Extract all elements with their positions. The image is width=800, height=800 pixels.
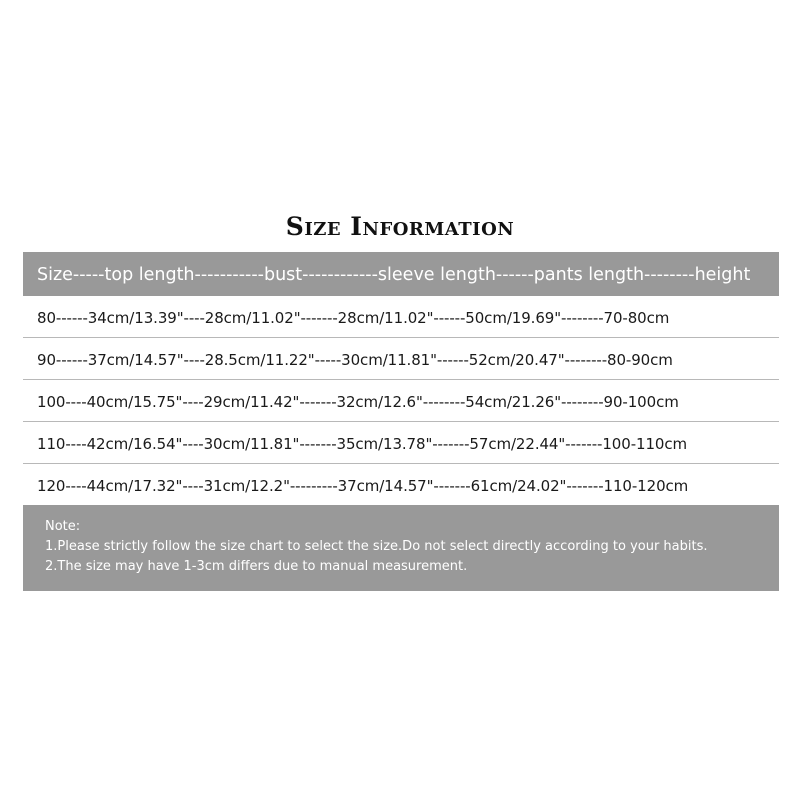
note-line-2: 2.The size may have 1-3cm differs due to manual measurement. bbox=[45, 559, 468, 574]
size-row-110: 110----42cm/16.54"----30cm/11.81"-------35cm/13.78"-------57cm/22.44"-------100-110cm bbox=[23, 422, 779, 464]
size-row-120: 120----44cm/17.32"----31cm/12.2"---------37cm/14.57"-------61cm/24.02"-------110-120cm bbox=[37, 477, 689, 495]
size-row-80: 80------34cm/13.39"----28cm/11.02"-------28cm/11.02"------50cm/19.69"--------70-80cm bbox=[23, 296, 779, 338]
size-table-body bbox=[23, 296, 779, 506]
note-line-1: 1.Please strictly follow the size chart to select the size.Do not select directly according to your habits. bbox=[45, 539, 708, 554]
size-table-header: Size-----top length-----------bust------------sleeve length------pants length--------height bbox=[23, 252, 779, 296]
size-row-90: 90------37cm/14.57"----28.5cm/11.22"-----30cm/11.81"------52cm/20.47"--------80-90cm bbox=[23, 338, 779, 380]
note-heading: Note: bbox=[45, 519, 81, 534]
page-title: Size Information bbox=[285, 212, 515, 241]
size-row-100: 100----40cm/15.75"----29cm/11.42"-------32cm/12.6"--------54cm/21.26"--------90-100cm bbox=[23, 380, 779, 422]
note-box bbox=[23, 505, 779, 591]
